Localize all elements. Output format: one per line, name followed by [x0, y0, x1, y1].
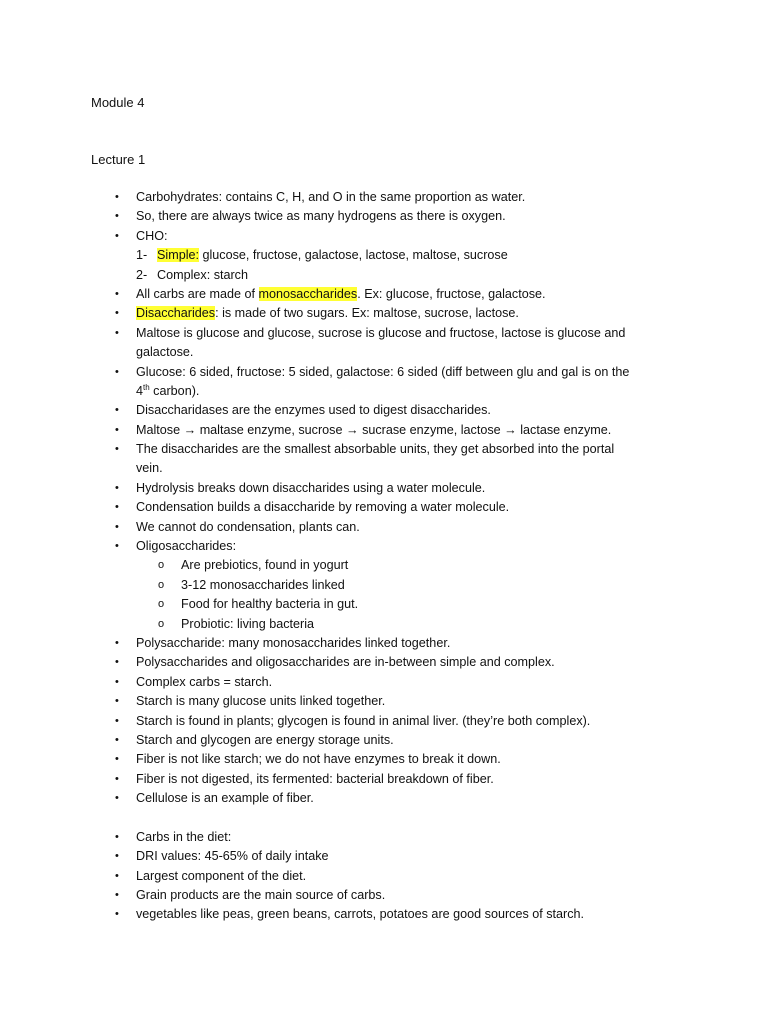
list-item	[0, 905, 768, 924]
list-item	[0, 518, 768, 537]
sub-list-item	[0, 595, 768, 614]
list-item	[0, 285, 768, 304]
list-item	[0, 634, 768, 653]
note-text: Starch is found in plants; glycogen is found in animal liver. (they’re both complex).	[136, 713, 591, 728]
note-text: 3-12 monosaccharides linked	[181, 577, 345, 592]
lecture-notes	[0, 188, 768, 925]
bullet-icon: •	[115, 772, 119, 785]
note-text: Cellulose is an example of fiber.	[136, 791, 314, 806]
bullet-icon: •	[115, 520, 119, 533]
sub-list-item	[0, 576, 768, 595]
circle-bullet-icon: o	[158, 617, 165, 630]
bullet-icon: •	[115, 423, 119, 436]
list-item	[0, 498, 768, 517]
note-text: DRI values: 45-65% of daily intake	[136, 849, 329, 864]
list-item	[0, 770, 768, 789]
list-item-continuation	[0, 343, 768, 362]
note-text	[136, 285, 546, 304]
note-text: Maltose → maltase enzyme, sucrose → sucrase enzyme, lactose → lactase enzyme.	[136, 422, 612, 437]
list-item	[0, 653, 768, 672]
list-item	[0, 731, 768, 750]
bullet-icon: •	[115, 326, 119, 339]
circle-bullet-icon: o	[158, 598, 165, 611]
note-text-post: carbon).	[149, 383, 200, 398]
list-item	[0, 537, 768, 556]
bullet-icon: •	[115, 443, 119, 456]
note-text: The disaccharides are the smallest absorbable units, they get absorbed into the portal	[136, 442, 615, 457]
bullet-icon: •	[115, 830, 119, 843]
bullet-icon: •	[115, 481, 119, 494]
bullet-icon: •	[115, 191, 119, 203]
note-text-post: . Ex: glucose, fructose, galactose.	[357, 286, 546, 301]
bullet-icon: •	[115, 714, 119, 727]
note-text: Complex: starch	[157, 267, 248, 282]
note-text: Grain products are the main source of carbs.	[136, 888, 386, 903]
list-item	[0, 440, 768, 459]
note-text: Carbs in the diet:	[136, 829, 232, 844]
note-text-post: : is made of two sugars. Ex: maltose, sucrose, lactose.	[215, 306, 519, 321]
blank-line	[0, 809, 768, 828]
list-item	[0, 188, 768, 207]
note-text: galactose.	[136, 345, 194, 360]
note-text-pre: All carbs are made of	[136, 286, 259, 301]
list-item	[0, 421, 768, 440]
note-text-pre: 4	[136, 383, 144, 398]
bullet-icon: •	[115, 675, 119, 688]
list-item	[0, 363, 768, 382]
highlighted-term: Simple:	[157, 248, 199, 263]
bullet-icon: •	[115, 869, 119, 882]
note-text: Polysaccharides and oligosaccharides are in-between simple and complex.	[136, 655, 555, 670]
note-text	[136, 304, 519, 323]
bullet-icon: •	[115, 404, 119, 417]
bullet-icon: •	[115, 908, 119, 921]
note-text: So, there are always twice as many hydrogens as there is oxygen.	[136, 209, 506, 224]
list-item	[0, 227, 768, 246]
numbered-item	[0, 246, 768, 265]
list-item-continuation	[0, 382, 768, 401]
note-text: Carbohydrates: contains C, H, and O in the same proportion as water.	[136, 190, 526, 204]
list-item	[0, 401, 768, 420]
list-item	[0, 692, 768, 711]
list-item	[0, 789, 768, 808]
item-number: 1-	[136, 248, 148, 263]
note-text: We cannot do condensation, plants can.	[136, 519, 360, 534]
numbered-item	[0, 266, 768, 285]
bullet-icon: •	[115, 656, 119, 669]
list-item	[0, 828, 768, 847]
bullet-icon: •	[115, 753, 119, 766]
note-text: Food for healthy bacteria in gut.	[181, 597, 359, 612]
bullet-icon: •	[115, 210, 119, 223]
bullet-icon: •	[115, 850, 119, 863]
list-item	[0, 207, 768, 226]
list-item	[0, 304, 768, 323]
note-text-rest: glucose, fructose, galactose, lactose, maltose, sucrose	[199, 248, 508, 263]
list-item	[0, 479, 768, 498]
note-text: vein.	[136, 461, 163, 476]
lecture-heading: Lecture 1	[91, 152, 146, 167]
bullet-icon: •	[115, 695, 119, 708]
list-item	[0, 673, 768, 692]
bullet-icon: •	[115, 287, 119, 300]
note-text	[157, 246, 508, 265]
note-text: Largest component of the diet.	[136, 868, 307, 883]
highlighted-term: Disaccharides	[136, 306, 216, 321]
bullet-icon: •	[115, 733, 119, 746]
note-text: Hydrolysis breaks down disaccharides using a water molecule.	[136, 480, 486, 495]
list-item	[0, 847, 768, 866]
note-text: Fiber is not like starch; we do not have enzymes to break it down.	[136, 752, 501, 767]
sub-list-item	[0, 556, 768, 575]
highlighted-term: monosaccharides	[258, 286, 358, 301]
note-text: Disaccharidases are the enzymes used to digest disaccharides.	[136, 403, 491, 418]
note-text: Polysaccharide: many monosaccharides linked together.	[136, 635, 451, 650]
sub-list-item	[0, 615, 768, 634]
list-item	[0, 750, 768, 769]
note-text: Fiber is not digested, its fermented: bacterial breakdown of fiber.	[136, 771, 494, 786]
bullet-icon: •	[115, 501, 119, 514]
note-text: Condensation builds a disaccharide by removing a water molecule.	[136, 500, 510, 515]
module-title: Module 4	[91, 95, 145, 110]
bullet-icon: •	[115, 792, 119, 805]
note-text: Oligosaccharides:	[136, 539, 237, 554]
bullet-icon: •	[115, 365, 119, 378]
note-text: vegetables like peas, green beans, carrots, potatoes are good sources of starch.	[136, 907, 585, 922]
superscript: th	[143, 382, 150, 392]
note-text: Starch is many glucose units linked together.	[136, 694, 386, 709]
note-text: Maltose is glucose and glucose, sucrose is glucose and fructose, lactose is glucose and	[136, 325, 626, 340]
note-text: Probiotic: living bacteria	[181, 616, 314, 631]
list-item	[0, 886, 768, 905]
note-text: Complex carbs = starch.	[136, 674, 273, 689]
bullet-icon: •	[115, 229, 119, 242]
note-text: Are prebiotics, found in yogurt	[181, 558, 349, 573]
note-text: CHO:	[136, 228, 168, 243]
list-item	[0, 867, 768, 886]
note-text: Glucose: 6 sided, fructose: 5 sided, galactose: 6 sided (diff between glu and gal is on the	[136, 364, 630, 379]
bullet-icon: •	[115, 636, 119, 649]
note-text	[136, 382, 199, 401]
item-number: 2-	[136, 267, 148, 282]
list-item	[0, 324, 768, 343]
list-item-continuation	[0, 459, 768, 478]
bullet-icon: •	[115, 307, 119, 320]
list-item	[0, 712, 768, 731]
circle-bullet-icon: o	[158, 559, 165, 572]
note-text: Starch and glycogen are energy storage units.	[136, 732, 394, 747]
circle-bullet-icon: o	[158, 578, 165, 591]
bullet-icon: •	[115, 540, 119, 553]
bullet-icon: •	[115, 889, 119, 902]
